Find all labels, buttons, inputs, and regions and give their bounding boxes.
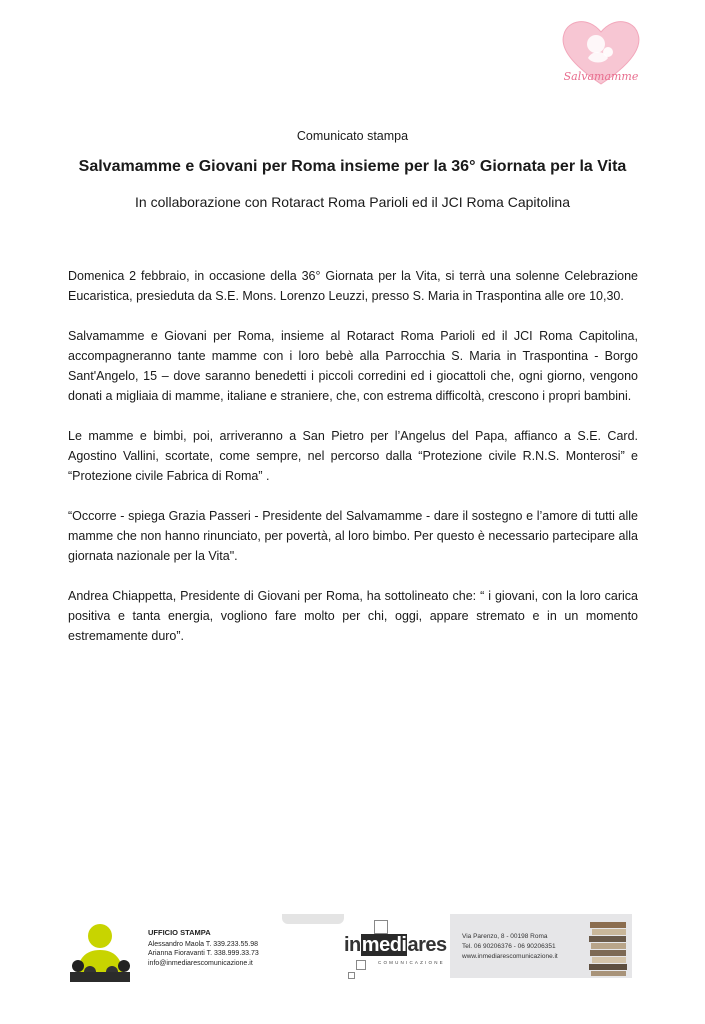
press-office-contacts bbox=[148, 928, 259, 968]
article-body bbox=[68, 266, 638, 666]
contact-line: Alessandro Maola T. 339.233.55.98 bbox=[148, 940, 259, 948]
paragraph: Andrea Chiappetta, Presidente di Giovani per Roma, ha sottolineato che: “ i giovani, con la loro carica positiva e tanta energia, vogliono fare molto per chi, oggi, appare stremato e in un momento estremamente duro”. bbox=[68, 589, 638, 643]
contact-email[interactable]: info@inmediarescomunicazione.it bbox=[148, 959, 253, 967]
inmediares-logo bbox=[344, 920, 454, 984]
page-subtitle: In collaborazione con Rotaract Roma Parioli ed il JCI Roma Capitolina bbox=[135, 194, 570, 210]
square-icon bbox=[374, 920, 388, 934]
brand-wordmark: inmediares bbox=[344, 934, 447, 956]
logo-text: Salvamamme bbox=[563, 70, 639, 83]
agency-contact-box bbox=[450, 914, 632, 978]
paragraph: Domenica 2 febbraio, in occasione della 36° Giornata per la Vita, si terrà una solenne Celebrazione Eucaristica, presieduta da S.E. Mons. Lorenzo Leuzzi, presso S. Maria in Traspontina alle ore 10,30. bbox=[68, 269, 638, 303]
square-icon bbox=[348, 972, 355, 979]
page-title: Salvamamme e Giovani per Roma insieme per la 36° Giornata per la Vita bbox=[78, 158, 627, 175]
press-person-icon bbox=[66, 918, 134, 982]
footer-tab-decoration bbox=[282, 914, 344, 924]
square-icon bbox=[356, 960, 366, 970]
paragraph: Le mamme e bimbi, poi, arriveranno a San Pietro per l’Angelus del Papa, affianco a S.E. Card. Agostino Vallini, scortate, come sempre, nel percorso dalla “Protezione civile R.N.S. Monterosi” e “Protezione civile Fabrica di Roma” . bbox=[68, 429, 638, 483]
brand-subtitle: COMUNICAZIONE bbox=[378, 960, 445, 965]
agency-contact-text bbox=[462, 932, 558, 962]
press-office-heading: UFFICIO STAMPA bbox=[148, 928, 211, 937]
paragraph: “Occorre - spiega Grazia Passeri - Presidente del Salvamamme - dare il sostegno e l’amore di tutti alle mamme che non hanno rinunciato, per povertà, al loro bimbo. Per questo è necessario partecipare alla giornata nazionale per la Vita". bbox=[68, 509, 638, 563]
press-release-label: Comunicato stampa bbox=[296, 129, 409, 143]
footer bbox=[64, 914, 634, 984]
phone: Tel. 06 90206376 - 06 90206351 bbox=[462, 943, 556, 950]
paragraph: Salvamamme e Giovani per Roma, insieme al Rotaract Roma Parioli ed il JCI Roma Capitolina, accompagneranno tante mamme con i loro bebè alla Parrocchia S. Maria in Traspontina - Borgo Sant'Angelo, 15 – dove saranno benedetti i piccoli corredini ed i giocattoli che, ogni giorno, vengono donati a migliaia di mamme, italiane e straniere, che, con estrema difficoltà, crescono i propri bambini. bbox=[68, 329, 638, 403]
address: Via Parenzo, 8 - 00198 Roma bbox=[462, 933, 548, 940]
contact-line: Arianna Fioravanti T. 338.999.33.73 bbox=[148, 950, 259, 957]
website-link[interactable]: www.inmediarescomunicazione.it bbox=[462, 953, 558, 960]
newspaper-stack-icon bbox=[588, 918, 628, 976]
